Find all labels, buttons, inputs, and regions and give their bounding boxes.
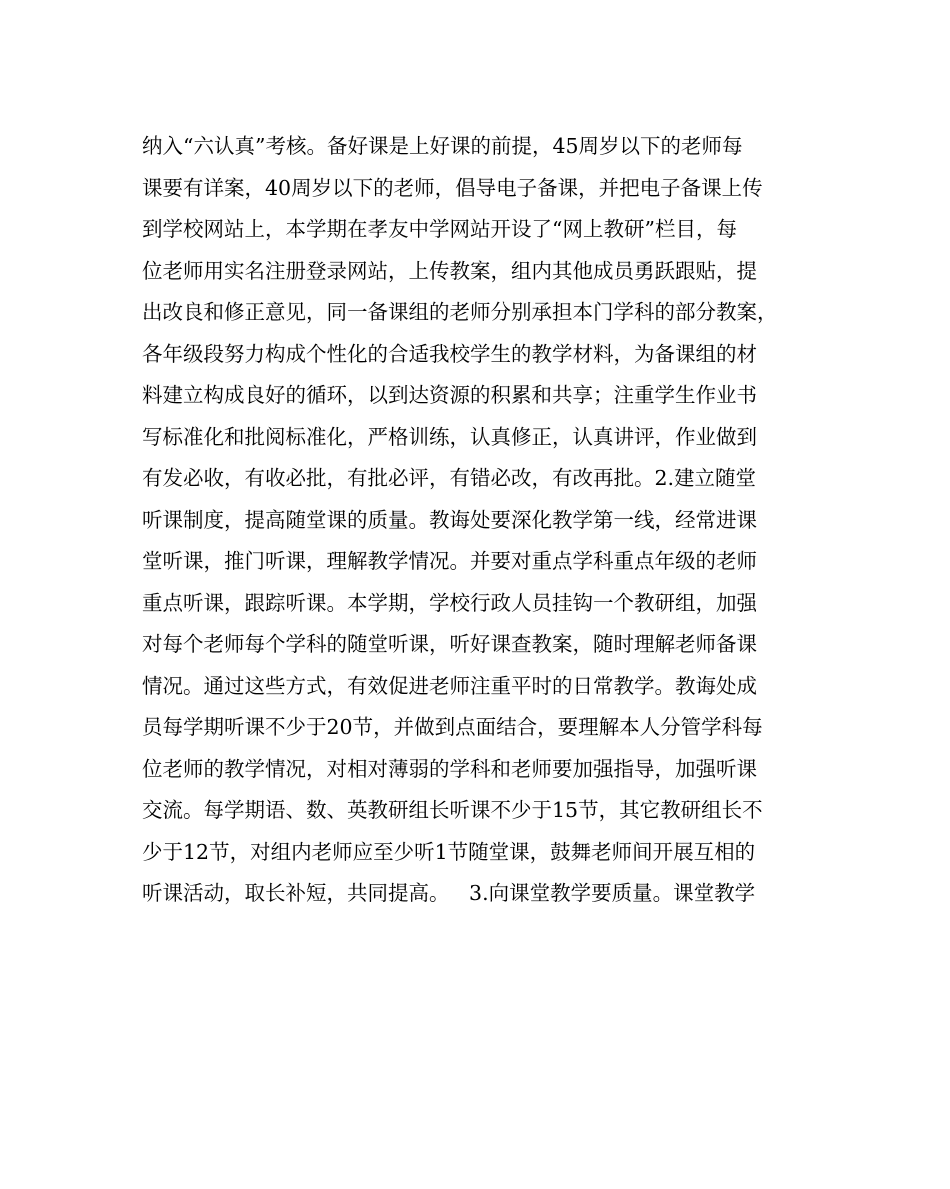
text-line: 少于12节，对组内老师应至少听1节随堂课，鼓舞老师间开展互相的 xyxy=(142,839,756,864)
text-line: 料建立构成良好的循环，以到达资源的积累和共享；注重学生作业书 xyxy=(142,383,757,407)
text-line: 听课制度，提高随堂课的质量。教诲处要深化教学第一线，经常进课 xyxy=(142,507,757,532)
text-line: 写标准化和批阅标准化，严格训练，认真修正，认真讲评，作业做到 xyxy=(142,424,757,449)
text-line: 堂听课，推门听课，理解教学情况。并要对重点学科重点年级的老师 xyxy=(142,549,757,573)
text-line: 位老师用实名注册登录网站，上传教案，组内其他成员勇跃跟贴，提 xyxy=(142,258,757,283)
text-line: 重点听课，跟踪听课。本学期，学校行政人员挂钩一个教研组，加强 xyxy=(142,590,757,615)
text-line: 情况。通过这些方式，有效促进老师注重平时的日常教学。教诲处成 xyxy=(142,673,757,698)
text-line: 到学校网站上，本学期在孝友中学网站开设了“网上教研”栏目，每 xyxy=(142,217,737,241)
text-line: 有发必收，有收必批，有批必评，有错必改，有改再批。2.建立随堂 xyxy=(142,466,757,490)
text-line: 交流。每学期语、数、英教研组长听课不少于15节，其它教研组长不 xyxy=(142,798,763,822)
text-line: 课要有详案，40周岁以下的老师，倡导电子备课，并把电子备课上传 xyxy=(142,175,763,200)
text-line: 员每学期听课不少于20节，并做到点面结合，要理解本人分管学科每 xyxy=(142,715,763,739)
text-line: 出改良和修正意见，同一备课组的老师分别承担本门学科的部分教案， xyxy=(142,300,778,324)
text-line: 对每个老师每个学科的随堂听课，听好课查教案，随时理解老师备课 xyxy=(142,632,757,656)
body-text xyxy=(142,126,802,915)
text-line: 位老师的教学情况，对相对薄弱的学科和老师要加强指导，加强听课 xyxy=(142,756,757,781)
text-line: 纳入“六认真”考核。备好课是上好课的前提，45周岁以下的老师每 xyxy=(142,134,743,158)
text-line: 各年级段努力构成个性化的合适我校学生的教学材料，为备课组的材 xyxy=(142,341,757,366)
text-line: 听课活动，取长补短，共同提高。 3.向课堂教学要质量。课堂教学 xyxy=(142,881,756,905)
